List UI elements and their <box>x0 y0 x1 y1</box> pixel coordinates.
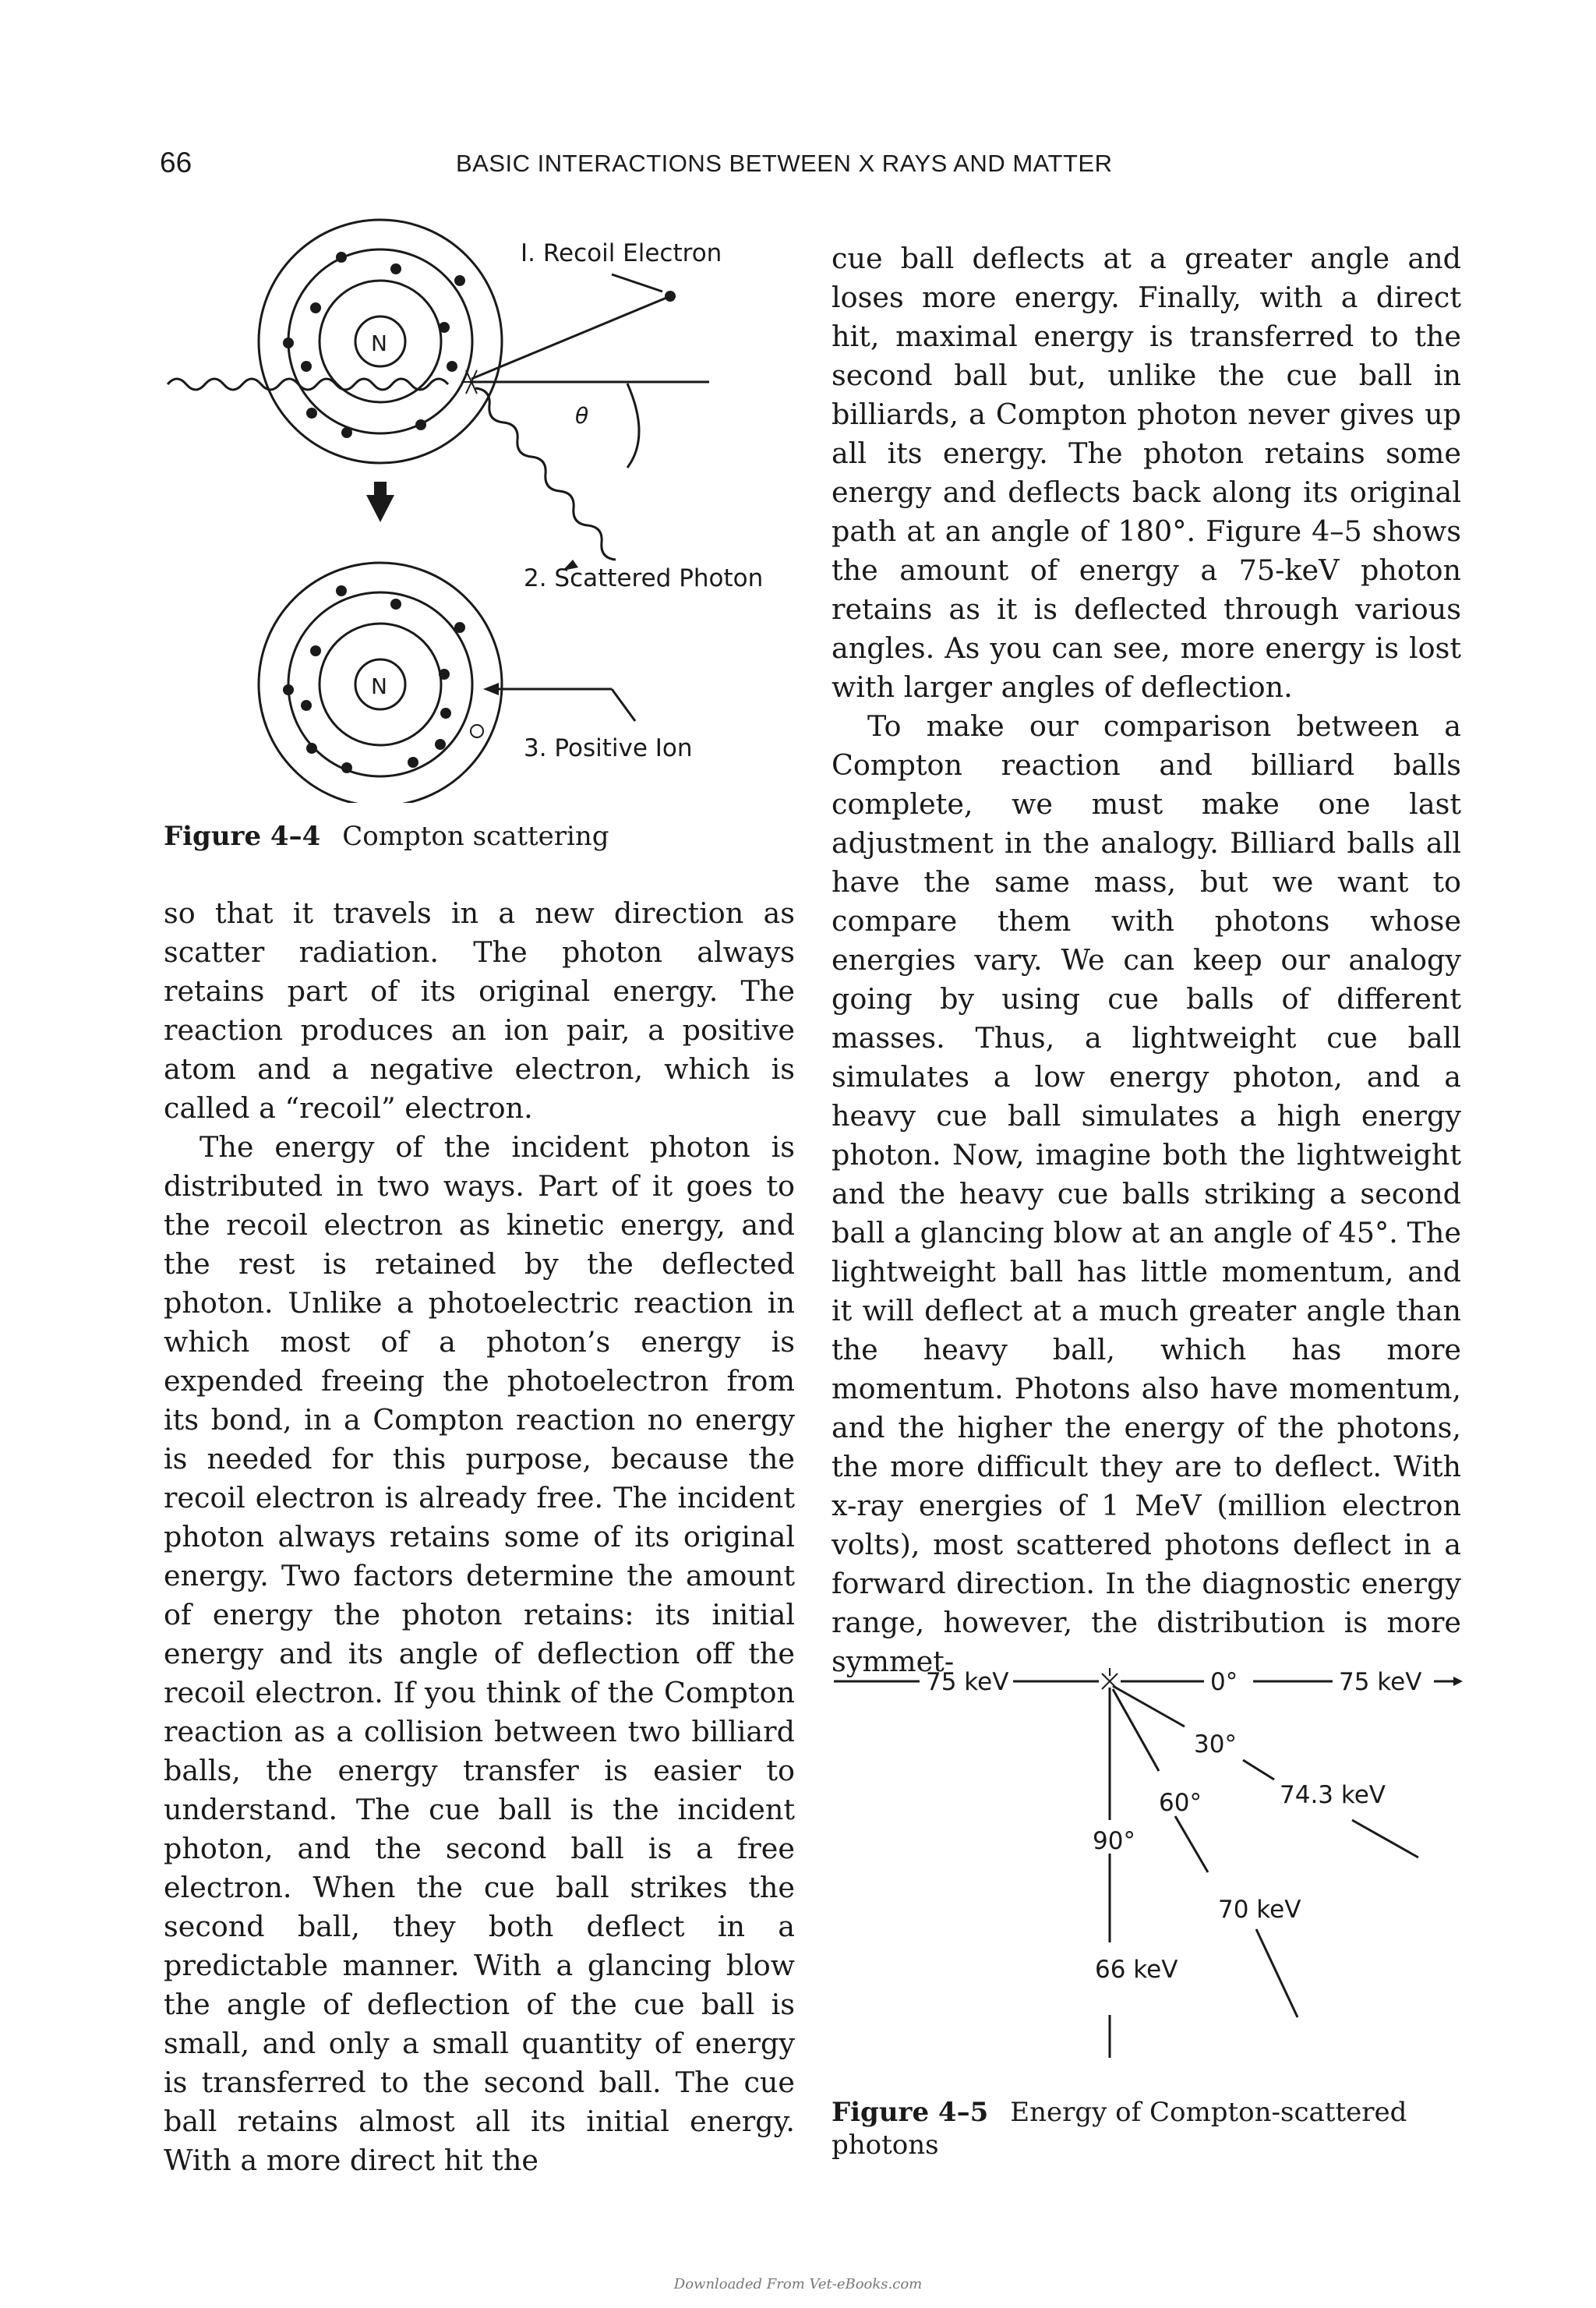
page-number: 66 <box>160 147 192 178</box>
running-head: BASIC INTERACTIONS BETWEEN X RAYS AND MATTER <box>456 150 1113 177</box>
figure-4-5-caption <box>832 2096 1463 2161</box>
angle-90-label: 90° <box>1093 1827 1135 1855</box>
right-column-text <box>832 239 1461 1681</box>
figure-4-4-caption-text: Compton scattering <box>342 821 609 852</box>
right-paragraph-1: cue ball deflects at a greater angle and loses more energy. Finally, with a direct hit, maximal energy is transferred to the second ball but, unlike the cue ball in billiards, a Compton photon never gives up all its energy. The photon retains some energy and deflects back along its original path at an angle of 180°. Figure 4–5 shows the amount of energy a 75-keV photon retains as it is deflected through various angles. As you can see, more energy is lost with larger angles of deflection. <box>832 242 1461 704</box>
figure-4-4-caption <box>164 820 609 853</box>
energy-30-label: 74.3 keV <box>1280 1781 1386 1809</box>
nucleus-label-top: N <box>371 330 387 356</box>
figure-4-5-label: Figure 4–5 <box>832 2097 989 2128</box>
compton-energy-diagram <box>826 1637 1473 2081</box>
download-watermark: Downloaded From Vet-eBooks.com <box>673 2276 923 2292</box>
left-paragraph-1: so that it travels in a new direction as scatter radiation. The photon always retains part of its original energy. The reaction produces an ion pair, a positive atom and a negative electron, which is called a “recoil” electron. <box>164 896 795 1125</box>
nucleus-label-bottom: N <box>371 673 387 699</box>
angle-0-label: 0° <box>1210 1668 1238 1696</box>
energy-90-label: 66 keV <box>1095 1956 1178 1984</box>
angle-60-label: 60° <box>1159 1789 1202 1817</box>
theta-label: θ <box>575 403 589 429</box>
angle-30-label: 30° <box>1194 1730 1237 1758</box>
right-paragraph-2: To make our comparison between a Compton reaction and billiard balls complete, we must make one last adjustment in the analogy. Billiard balls all have the same mass, but we want to compare them with photons whose energies vary. We can keep our analogy going by using cue balls of different masses. Thus, a lightweight cue ball simulates a low energy photon, and a heavy cue ball simulates a high energy photon. Now, imagine both the lightweight and the heavy cue balls striking a second ball a glancing blow at an angle of 45°. The lightweight ball has little momentum, and it will deflect at a much greater angle than the heavy ball, which has more momentum. Photons also have momentum, and the higher the energy of the photons, the more difficult they are to deflect. With x-ray energies of 1 MeV (million electron volts), most scattered photons deflect in a forward direction. In the diagnostic energy range, however, the distribution is more symmet- <box>832 709 1461 1678</box>
positive-ion-label: 3. Positive Ion <box>524 734 693 762</box>
figure-4-4-label: Figure 4–4 <box>164 821 321 852</box>
left-paragraph-2: The energy of the incident photon is distributed in two ways. Part of it goes to the recoil electron as kinetic energy, and the rest is retained by the deflected photon. Unlike a photoelectric reaction in which most of a photon’s energy is expended freeing the photoelectron from its bond, in a Compton reaction no energy is needed for this purpose, because the recoil electron is already free. The incident photon always retains some of its original energy. Two factors determine the amount of energy the photon retains: its initial energy and its angle of deflection off the recoil electron. If you think of the Compton reaction as a collision between two billiard balls, the energy transfer is easier to understand. The cue ball is the incident photon, and the second ball is a free electron. When the cue ball strikes the second ball, they both deflect in a predictable manner. With a glancing blow the angle of deflection of the cue ball is small, and only a small quantity of energy is transferred to the second ball. The cue ball retains almost all its initial energy. With a more direct hit the <box>164 1130 795 2177</box>
energy-60-label: 70 keV <box>1218 1896 1301 1924</box>
scattered-photon-label: 2. Scattered Photon <box>524 564 764 592</box>
compton-scattering-diagram <box>156 210 795 803</box>
recoil-electron-label: I. Recoil Electron <box>521 239 722 267</box>
figure-4-5-caption-text: Energy of Compton-scattered photons <box>832 2097 1407 2161</box>
incident-energy-label: 75 keV <box>926 1668 1009 1696</box>
left-column-text <box>164 894 795 2180</box>
energy-0-label: 75 keV <box>1339 1668 1422 1696</box>
